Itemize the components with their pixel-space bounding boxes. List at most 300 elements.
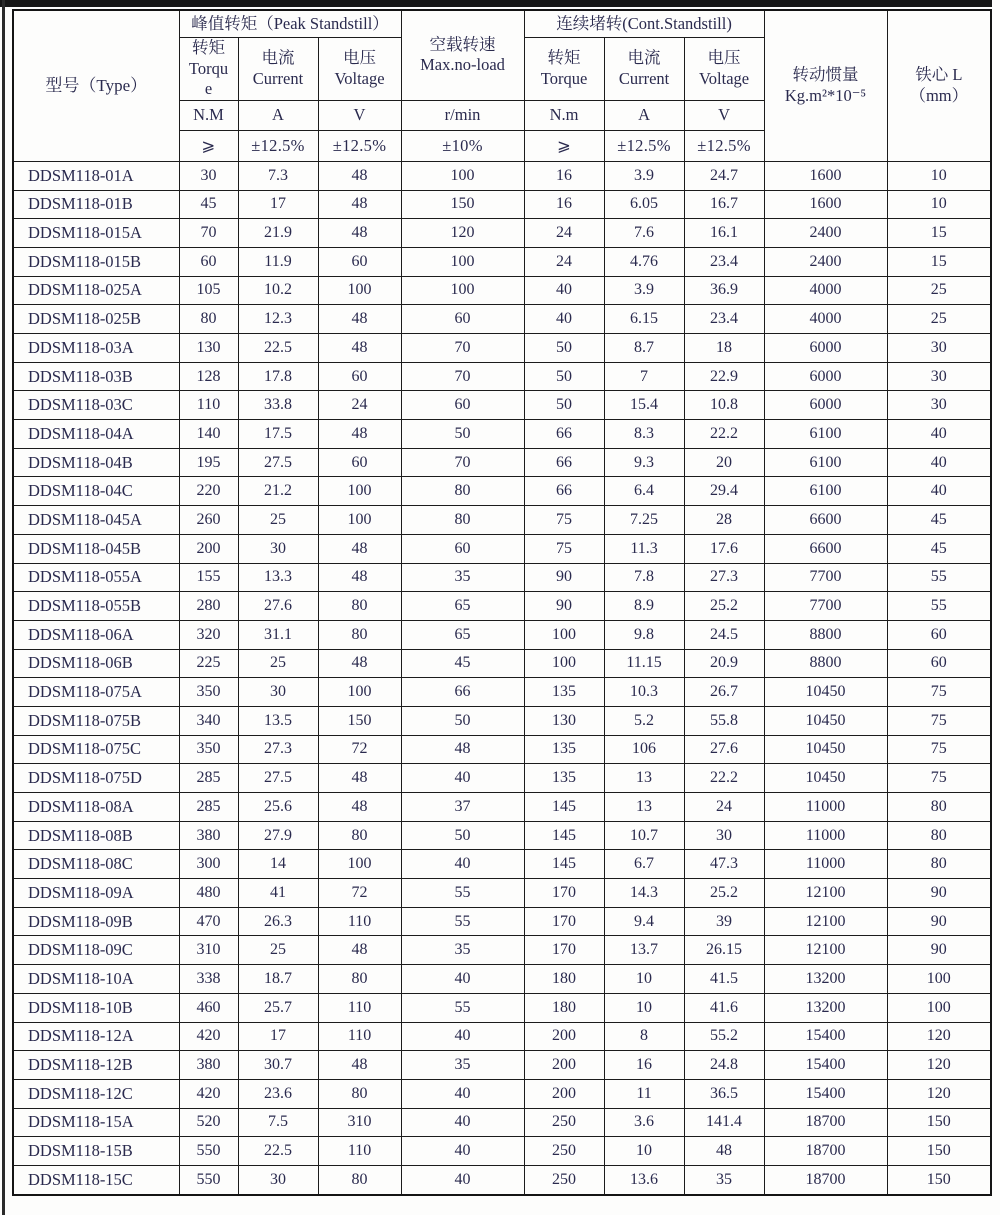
value-cell: 65 [401, 620, 524, 649]
table-row [13, 563, 991, 592]
peak-current-zh: 电流 [261, 48, 295, 68]
value-cell: 66 [524, 448, 604, 477]
value-cell: 55 [401, 993, 524, 1022]
value-cell: 80 [318, 965, 401, 994]
model-cell: DDSM118-075B [13, 706, 179, 735]
value-cell: 48 [318, 649, 401, 678]
col-header-core-l [887, 10, 991, 161]
value-cell: 350 [179, 735, 238, 764]
value-cell: 48 [318, 219, 401, 248]
value-cell: 18700 [764, 1137, 887, 1166]
unit-cont-torque: N.m [524, 100, 604, 130]
value-cell: 55 [887, 563, 991, 592]
value-cell: 128 [179, 362, 238, 391]
table-row [13, 735, 991, 764]
value-cell: 180 [524, 993, 604, 1022]
tol-peak-torque: ⩾ [179, 130, 238, 161]
value-cell: 25.2 [684, 592, 764, 621]
value-cell: 141.4 [684, 1108, 764, 1137]
value-cell: 11000 [764, 850, 887, 879]
value-cell: 120 [887, 1079, 991, 1108]
value-cell: 120 [887, 1051, 991, 1080]
col-header-type: 型号（Type） [13, 10, 179, 161]
value-cell: 39 [684, 907, 764, 936]
value-cell: 1600 [764, 190, 887, 219]
value-cell: 2400 [764, 219, 887, 248]
value-cell: 200 [524, 1022, 604, 1051]
value-cell: 7.6 [604, 219, 684, 248]
value-cell: 3.6 [604, 1108, 684, 1137]
tol-cont-current: ±12.5% [604, 130, 684, 161]
value-cell: 150 [401, 190, 524, 219]
value-cell: 145 [524, 793, 604, 822]
value-cell: 8.9 [604, 592, 684, 621]
model-cell: DDSM118-03C [13, 391, 179, 420]
value-cell: 70 [401, 334, 524, 363]
value-cell: 10.3 [604, 678, 684, 707]
value-cell: 41.6 [684, 993, 764, 1022]
table-row [13, 1137, 991, 1166]
value-cell: 20.9 [684, 649, 764, 678]
model-cell: DDSM118-015A [13, 219, 179, 248]
value-cell: 150 [887, 1137, 991, 1166]
value-cell: 8800 [764, 649, 887, 678]
value-cell: 45 [401, 649, 524, 678]
table-body [13, 161, 991, 1194]
value-cell: 6.4 [604, 477, 684, 506]
table-row [13, 334, 991, 363]
value-cell: 22.9 [684, 362, 764, 391]
value-cell: 7.3 [238, 161, 318, 190]
value-cell: 260 [179, 506, 238, 535]
value-cell: 40 [401, 965, 524, 994]
value-cell: 6.05 [604, 190, 684, 219]
value-cell: 75 [524, 534, 604, 563]
value-cell: 90 [887, 907, 991, 936]
value-cell: 9.8 [604, 620, 684, 649]
value-cell: 33.8 [238, 391, 318, 420]
table-row [13, 391, 991, 420]
value-cell: 60 [318, 448, 401, 477]
value-cell: 380 [179, 1051, 238, 1080]
value-cell: 18700 [764, 1108, 887, 1137]
value-cell: 100 [401, 161, 524, 190]
table-row [13, 649, 991, 678]
value-cell: 26.3 [238, 907, 318, 936]
value-cell: 10450 [764, 764, 887, 793]
value-cell: 50 [524, 391, 604, 420]
value-cell: 7 [604, 362, 684, 391]
value-cell: 17.6 [684, 534, 764, 563]
value-cell: 13 [604, 764, 684, 793]
value-cell: 15400 [764, 1022, 887, 1051]
value-cell: 50 [524, 362, 604, 391]
value-cell: 6600 [764, 534, 887, 563]
value-cell: 13.3 [238, 563, 318, 592]
value-cell: 11000 [764, 821, 887, 850]
value-cell: 6100 [764, 477, 887, 506]
value-cell: 135 [524, 678, 604, 707]
value-cell: 6000 [764, 391, 887, 420]
value-cell: 22.2 [684, 420, 764, 449]
table-row [13, 362, 991, 391]
scan-top-edge [0, 0, 992, 7]
value-cell: 72 [318, 735, 401, 764]
table-row [13, 965, 991, 994]
inertia-label-zh: 转动惯量 [792, 65, 859, 85]
value-cell: 13200 [764, 993, 887, 1022]
model-cell: DDSM118-04B [13, 448, 179, 477]
value-cell: 12100 [764, 907, 887, 936]
noload-label-zh: 空载转速 [429, 34, 496, 54]
col-header-peak-voltage [318, 38, 401, 101]
value-cell: 145 [524, 850, 604, 879]
value-cell: 110 [179, 391, 238, 420]
value-cell: 6.7 [604, 850, 684, 879]
value-cell: 280 [179, 592, 238, 621]
value-cell: 11.3 [604, 534, 684, 563]
value-cell: 60 [401, 534, 524, 563]
value-cell: 90 [524, 592, 604, 621]
table-row [13, 305, 991, 334]
value-cell: 80 [401, 477, 524, 506]
value-cell: 90 [887, 936, 991, 965]
value-cell: 31.1 [238, 620, 318, 649]
value-cell: 24 [524, 219, 604, 248]
value-cell: 110 [318, 1137, 401, 1166]
model-cell: DDSM118-15A [13, 1108, 179, 1137]
value-cell: 6100 [764, 448, 887, 477]
value-cell: 24 [524, 247, 604, 276]
value-cell: 20 [684, 448, 764, 477]
col-header-inertia [764, 10, 887, 161]
unit-cont-voltage: V [684, 100, 764, 130]
table-row [13, 506, 991, 535]
table-row [13, 821, 991, 850]
table-row [13, 793, 991, 822]
value-cell: 22.5 [238, 1137, 318, 1166]
value-cell: 24.5 [684, 620, 764, 649]
value-cell: 550 [179, 1137, 238, 1166]
value-cell: 24.7 [684, 161, 764, 190]
value-cell: 9.4 [604, 907, 684, 936]
col-header-cont-voltage [684, 38, 764, 101]
value-cell: 15400 [764, 1051, 887, 1080]
col-group-peak-standstill: 峰值转矩（Peak Standstill） [179, 10, 401, 38]
inertia-label-unit: Kg.m²*10⁻⁵ [784, 85, 867, 105]
table-row [13, 448, 991, 477]
model-cell: DDSM118-15B [13, 1137, 179, 1166]
value-cell: 6.15 [604, 305, 684, 334]
value-cell: 16.7 [684, 190, 764, 219]
value-cell: 10 [887, 190, 991, 219]
value-cell: 48 [318, 1051, 401, 1080]
value-cell: 170 [524, 936, 604, 965]
value-cell: 195 [179, 448, 238, 477]
value-cell: 60 [401, 391, 524, 420]
value-cell: 16 [524, 161, 604, 190]
peak-torque-zh: 转矩 [192, 38, 225, 57]
value-cell: 18.7 [238, 965, 318, 994]
value-cell: 40 [524, 276, 604, 305]
value-cell: 250 [524, 1108, 604, 1137]
value-cell: 48 [318, 936, 401, 965]
value-cell: 80 [318, 821, 401, 850]
value-cell: 7.5 [238, 1108, 318, 1137]
value-cell: 70 [179, 219, 238, 248]
value-cell: 520 [179, 1108, 238, 1137]
table-row [13, 706, 991, 735]
value-cell: 30.7 [238, 1051, 318, 1080]
value-cell: 7.25 [604, 506, 684, 535]
value-cell: 17.5 [238, 420, 318, 449]
value-cell: 285 [179, 764, 238, 793]
col-group-cont-standstill: 连续堵转(Cont.Standstill) [524, 10, 764, 38]
model-cell: DDSM118-01A [13, 161, 179, 190]
value-cell: 106 [604, 735, 684, 764]
value-cell: 100 [318, 678, 401, 707]
value-cell: 14 [238, 850, 318, 879]
value-cell: 180 [524, 965, 604, 994]
value-cell: 80 [887, 850, 991, 879]
value-cell: 25.2 [684, 879, 764, 908]
table-row [13, 678, 991, 707]
scan-left-edge [2, 0, 5, 1215]
value-cell: 28 [684, 506, 764, 535]
cont-current-zh: 电流 [627, 48, 661, 68]
value-cell: 15 [887, 247, 991, 276]
value-cell: 200 [524, 1079, 604, 1108]
value-cell: 120 [401, 219, 524, 248]
value-cell: 10450 [764, 735, 887, 764]
value-cell: 40 [401, 850, 524, 879]
value-cell: 30 [238, 1165, 318, 1194]
value-cell: 100 [318, 506, 401, 535]
value-cell: 12.3 [238, 305, 318, 334]
model-cell: DDSM118-09C [13, 936, 179, 965]
value-cell: 30 [887, 334, 991, 363]
value-cell: 40 [524, 305, 604, 334]
value-cell: 110 [318, 993, 401, 1022]
value-cell: 66 [524, 477, 604, 506]
value-cell: 320 [179, 620, 238, 649]
model-cell: DDSM118-09A [13, 879, 179, 908]
value-cell: 420 [179, 1079, 238, 1108]
value-cell: 8800 [764, 620, 887, 649]
value-cell: 75 [524, 506, 604, 535]
unit-peak-current: A [238, 100, 318, 130]
value-cell: 6100 [764, 420, 887, 449]
value-cell: 27.6 [684, 735, 764, 764]
tol-peak-current: ±12.5% [238, 130, 318, 161]
value-cell: 66 [401, 678, 524, 707]
value-cell: 25.7 [238, 993, 318, 1022]
value-cell: 40 [401, 1022, 524, 1051]
value-cell: 4.76 [604, 247, 684, 276]
value-cell: 16.1 [684, 219, 764, 248]
value-cell: 40 [887, 420, 991, 449]
value-cell: 24 [684, 793, 764, 822]
value-cell: 60 [887, 620, 991, 649]
value-cell: 10 [604, 1137, 684, 1166]
value-cell: 30 [179, 161, 238, 190]
value-cell: 135 [524, 764, 604, 793]
value-cell: 10.7 [604, 821, 684, 850]
value-cell: 100 [887, 993, 991, 1022]
model-cell: DDSM118-04C [13, 477, 179, 506]
table-row [13, 592, 991, 621]
value-cell: 75 [887, 735, 991, 764]
value-cell: 17 [238, 1022, 318, 1051]
header-group-row [13, 10, 991, 38]
col-header-peak-current [238, 38, 318, 101]
value-cell: 250 [524, 1165, 604, 1194]
value-cell: 7700 [764, 563, 887, 592]
value-cell: 100 [524, 620, 604, 649]
value-cell: 30 [238, 534, 318, 563]
value-cell: 60 [887, 649, 991, 678]
value-cell: 50 [401, 821, 524, 850]
value-cell: 15 [887, 219, 991, 248]
value-cell: 48 [318, 334, 401, 363]
value-cell: 420 [179, 1022, 238, 1051]
model-cell: DDSM118-075A [13, 678, 179, 707]
value-cell: 40 [887, 448, 991, 477]
value-cell: 100 [318, 276, 401, 305]
table-row [13, 1022, 991, 1051]
core-label-zh: 铁心 L [915, 65, 963, 85]
table-row [13, 993, 991, 1022]
value-cell: 550 [179, 1165, 238, 1194]
value-cell: 45 [179, 190, 238, 219]
value-cell: 285 [179, 793, 238, 822]
col-header-noload [401, 10, 524, 100]
model-cell: DDSM118-01B [13, 190, 179, 219]
value-cell: 3.9 [604, 276, 684, 305]
value-cell: 150 [887, 1108, 991, 1137]
cont-voltage-en: Voltage [698, 68, 750, 88]
value-cell: 11.15 [604, 649, 684, 678]
model-cell: DDSM118-06A [13, 620, 179, 649]
value-cell: 100 [401, 247, 524, 276]
table-row [13, 190, 991, 219]
value-cell: 60 [318, 362, 401, 391]
value-cell: 25 [238, 936, 318, 965]
model-cell: DDSM118-015B [13, 247, 179, 276]
model-cell: DDSM118-025A [13, 276, 179, 305]
value-cell: 25.6 [238, 793, 318, 822]
value-cell: 10.8 [684, 391, 764, 420]
cont-voltage-zh: 电压 [707, 48, 741, 68]
value-cell: 80 [318, 1079, 401, 1108]
value-cell: 170 [524, 907, 604, 936]
model-cell: DDSM118-045A [13, 506, 179, 535]
value-cell: 35 [401, 936, 524, 965]
model-cell: DDSM118-08B [13, 821, 179, 850]
cont-current-en: Current [618, 68, 670, 88]
value-cell: 18 [684, 334, 764, 363]
value-cell: 26.15 [684, 936, 764, 965]
value-cell: 460 [179, 993, 238, 1022]
value-cell: 470 [179, 907, 238, 936]
value-cell: 48 [318, 161, 401, 190]
value-cell: 8.7 [604, 334, 684, 363]
value-cell: 70 [401, 362, 524, 391]
value-cell: 55 [887, 592, 991, 621]
value-cell: 41 [238, 879, 318, 908]
value-cell: 17 [238, 190, 318, 219]
value-cell: 23.6 [238, 1079, 318, 1108]
value-cell: 25 [887, 305, 991, 334]
value-cell: 50 [401, 706, 524, 735]
model-cell: DDSM118-045B [13, 534, 179, 563]
value-cell: 6600 [764, 506, 887, 535]
value-cell: 10 [604, 993, 684, 1022]
value-cell: 48 [401, 735, 524, 764]
value-cell: 40 [401, 1165, 524, 1194]
table-row [13, 534, 991, 563]
value-cell: 35 [401, 563, 524, 592]
value-cell: 72 [318, 879, 401, 908]
value-cell: 4000 [764, 276, 887, 305]
value-cell: 80 [401, 506, 524, 535]
value-cell: 340 [179, 706, 238, 735]
value-cell: 300 [179, 850, 238, 879]
value-cell: 110 [318, 907, 401, 936]
value-cell: 170 [524, 879, 604, 908]
value-cell: 48 [318, 190, 401, 219]
value-cell: 40 [887, 477, 991, 506]
table-row [13, 907, 991, 936]
value-cell: 70 [401, 448, 524, 477]
value-cell: 80 [318, 620, 401, 649]
value-cell: 10 [887, 161, 991, 190]
value-cell: 75 [887, 678, 991, 707]
value-cell: 25 [887, 276, 991, 305]
value-cell: 50 [524, 334, 604, 363]
value-cell: 60 [401, 305, 524, 334]
value-cell: 15400 [764, 1079, 887, 1108]
unit-noload: r/min [401, 100, 524, 130]
value-cell: 22.2 [684, 764, 764, 793]
value-cell: 135 [524, 735, 604, 764]
table-header [13, 10, 991, 161]
value-cell: 4000 [764, 305, 887, 334]
value-cell: 18700 [764, 1165, 887, 1194]
value-cell: 30 [887, 362, 991, 391]
model-cell: DDSM118-075C [13, 735, 179, 764]
col-header-peak-torque [179, 38, 238, 101]
value-cell: 25 [238, 506, 318, 535]
value-cell: 250 [524, 1137, 604, 1166]
table-row [13, 1051, 991, 1080]
value-cell: 5.2 [604, 706, 684, 735]
table-row [13, 879, 991, 908]
value-cell: 17.8 [238, 362, 318, 391]
value-cell: 37 [401, 793, 524, 822]
col-header-cont-current [604, 38, 684, 101]
table-row [13, 276, 991, 305]
value-cell: 10450 [764, 678, 887, 707]
value-cell: 48 [318, 305, 401, 334]
value-cell: 55 [401, 879, 524, 908]
value-cell: 100 [318, 850, 401, 879]
value-cell: 16 [604, 1051, 684, 1080]
value-cell: 75 [887, 706, 991, 735]
value-cell: 21.2 [238, 477, 318, 506]
value-cell: 7.8 [604, 563, 684, 592]
tol-cont-torque: ⩾ [524, 130, 604, 161]
